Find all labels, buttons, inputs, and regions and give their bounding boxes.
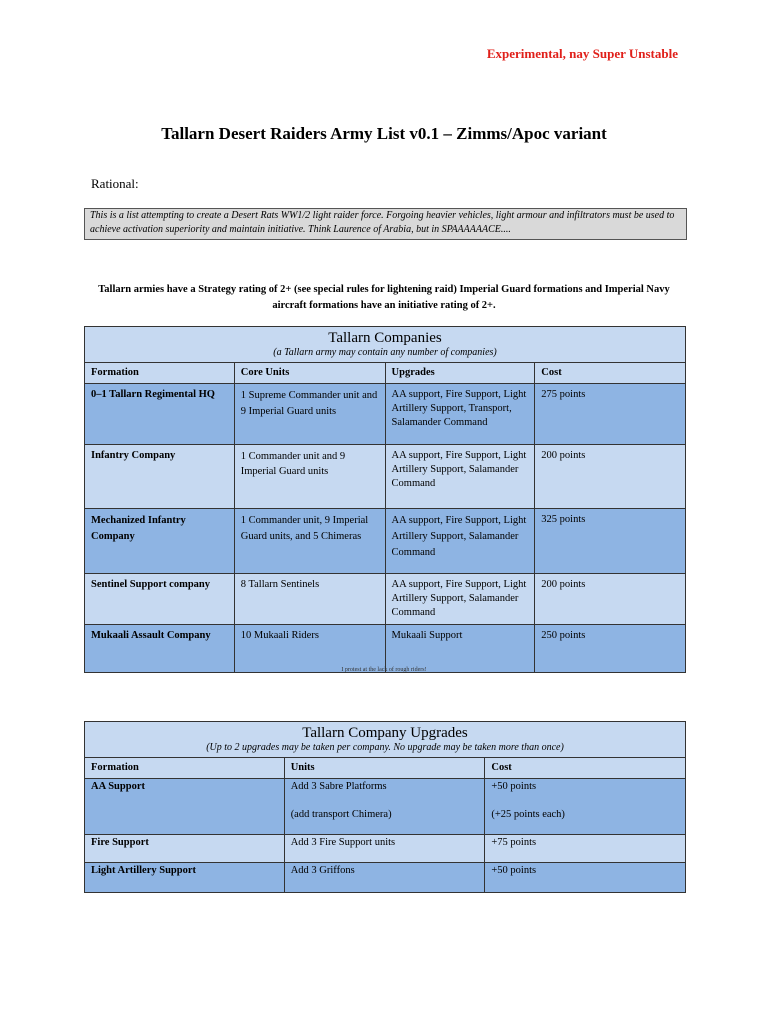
companies-table-subtitle: (a Tallarn army may contain any number of companies) xyxy=(85,347,686,363)
upgrades-table xyxy=(84,721,686,893)
cost-cell: 250 points xyxy=(535,625,686,673)
cost-cell: 200 points xyxy=(535,445,686,509)
cost-cell: 275 points xyxy=(535,384,686,445)
formation-cell: 0–1 Tallarn Regimental HQ xyxy=(85,384,235,445)
upgrades-table-subtitle: (Up to 2 upgrades may be taken per company. No upgrade may be taken more than once) xyxy=(85,742,686,758)
units-cell: Add 3 Fire Support units xyxy=(284,835,485,863)
units-cell xyxy=(284,779,485,835)
column-header: Formation xyxy=(85,363,235,384)
core-units-cell: 8 Tallarn Sentinels xyxy=(234,574,385,625)
companies-table xyxy=(84,326,686,673)
core-units-cell: 1 Supreme Commander unit and 9 Imperial Guard units xyxy=(234,384,385,445)
units-text: Add 3 Sabre Platforms xyxy=(290,781,387,792)
formation-cell: Light Artillery Support xyxy=(85,863,285,893)
upgrades-cell: AA support, Fire Support, Light Artillery Support, Salamander Command xyxy=(385,445,535,509)
table-header-row xyxy=(85,363,686,384)
upgrades-cell: AA support, Fire Support, Light Artillery Support, Transport, Salamander Command xyxy=(385,384,535,445)
upgrades-cell: AA support, Fire Support, Light Artillery Support, Salamander Command xyxy=(385,574,535,625)
core-units-cell: 1 Commander unit, 9 Imperial Guard units, and 5 Chimeras xyxy=(234,509,385,574)
table-row xyxy=(85,445,686,509)
table-row xyxy=(85,509,686,574)
formation-cell: Fire Support xyxy=(85,835,285,863)
table-row xyxy=(85,625,686,673)
column-header: Cost xyxy=(535,363,686,384)
column-header: Units xyxy=(284,758,485,779)
table-row xyxy=(85,863,686,893)
column-header: Upgrades xyxy=(385,363,535,384)
formation-cell: AA Support xyxy=(85,779,285,835)
table-row xyxy=(85,574,686,625)
upgrades-cell: AA support, Fire Support, Light Artillery Support, Salamander Command xyxy=(385,509,535,574)
column-header: Formation xyxy=(85,758,285,779)
footnote: I protest at the lack of rough riders! xyxy=(341,667,427,673)
rational-text: This is a list attempting to create a Desert Rats WW1/2 light raider force. Forgoing heavier vehicles, light armour and infiltrators must be used to achieve activation superiority and maintain initiative. Think Laurence of Arabia, but in SPAAAAAACE.... xyxy=(84,208,687,240)
experimental-stamp: Experimental, nay Super Unstable xyxy=(486,46,678,61)
page-title: Tallarn Desert Raiders Army List v0.1 – Zimms/Apoc variant xyxy=(161,124,607,143)
strategy-text: Tallarn armies have a Strategy rating of 2+ (see special rules for lightening raid) Imperial Guard formations and Imperial Navy aircraft formations have an initiative rating of 2+. xyxy=(98,284,670,311)
formation-cell: Infantry Company xyxy=(85,445,235,509)
cost-cell xyxy=(485,779,686,835)
table-row xyxy=(85,779,686,835)
formation-cell: Mukaali Assault Company xyxy=(85,625,235,673)
units-cell: Add 3 Griffons xyxy=(284,863,485,893)
upgrades-table-title: Tallarn Company Upgrades xyxy=(85,722,686,743)
upgrades-cell: Mukaali Support xyxy=(385,625,535,673)
formation-cell: Sentinel Support company xyxy=(85,574,235,625)
cost-cell: 325 points xyxy=(535,509,686,574)
units-text: (add transport Chimera) xyxy=(290,809,392,820)
companies-table-title: Tallarn Companies xyxy=(85,327,686,348)
cost-cell: 200 points xyxy=(535,574,686,625)
formation-cell: Mechanized Infantry Company xyxy=(85,509,235,574)
table-row xyxy=(85,384,686,445)
cost-cell: +50 points xyxy=(485,863,686,893)
core-units-cell: 1 Commander unit and 9 Imperial Guard units xyxy=(234,445,385,509)
cost-text: +50 points xyxy=(491,781,537,792)
cost-text: (+25 points each) xyxy=(491,809,565,820)
core-units-cell: 10 Mukaali Riders xyxy=(234,625,385,673)
table-row xyxy=(85,835,686,863)
cost-cell: +75 points xyxy=(485,835,686,863)
column-header: Core Units xyxy=(234,363,385,384)
rational-label: Rational: xyxy=(91,176,139,191)
table-header-row xyxy=(85,758,686,779)
column-header: Cost xyxy=(485,758,686,779)
